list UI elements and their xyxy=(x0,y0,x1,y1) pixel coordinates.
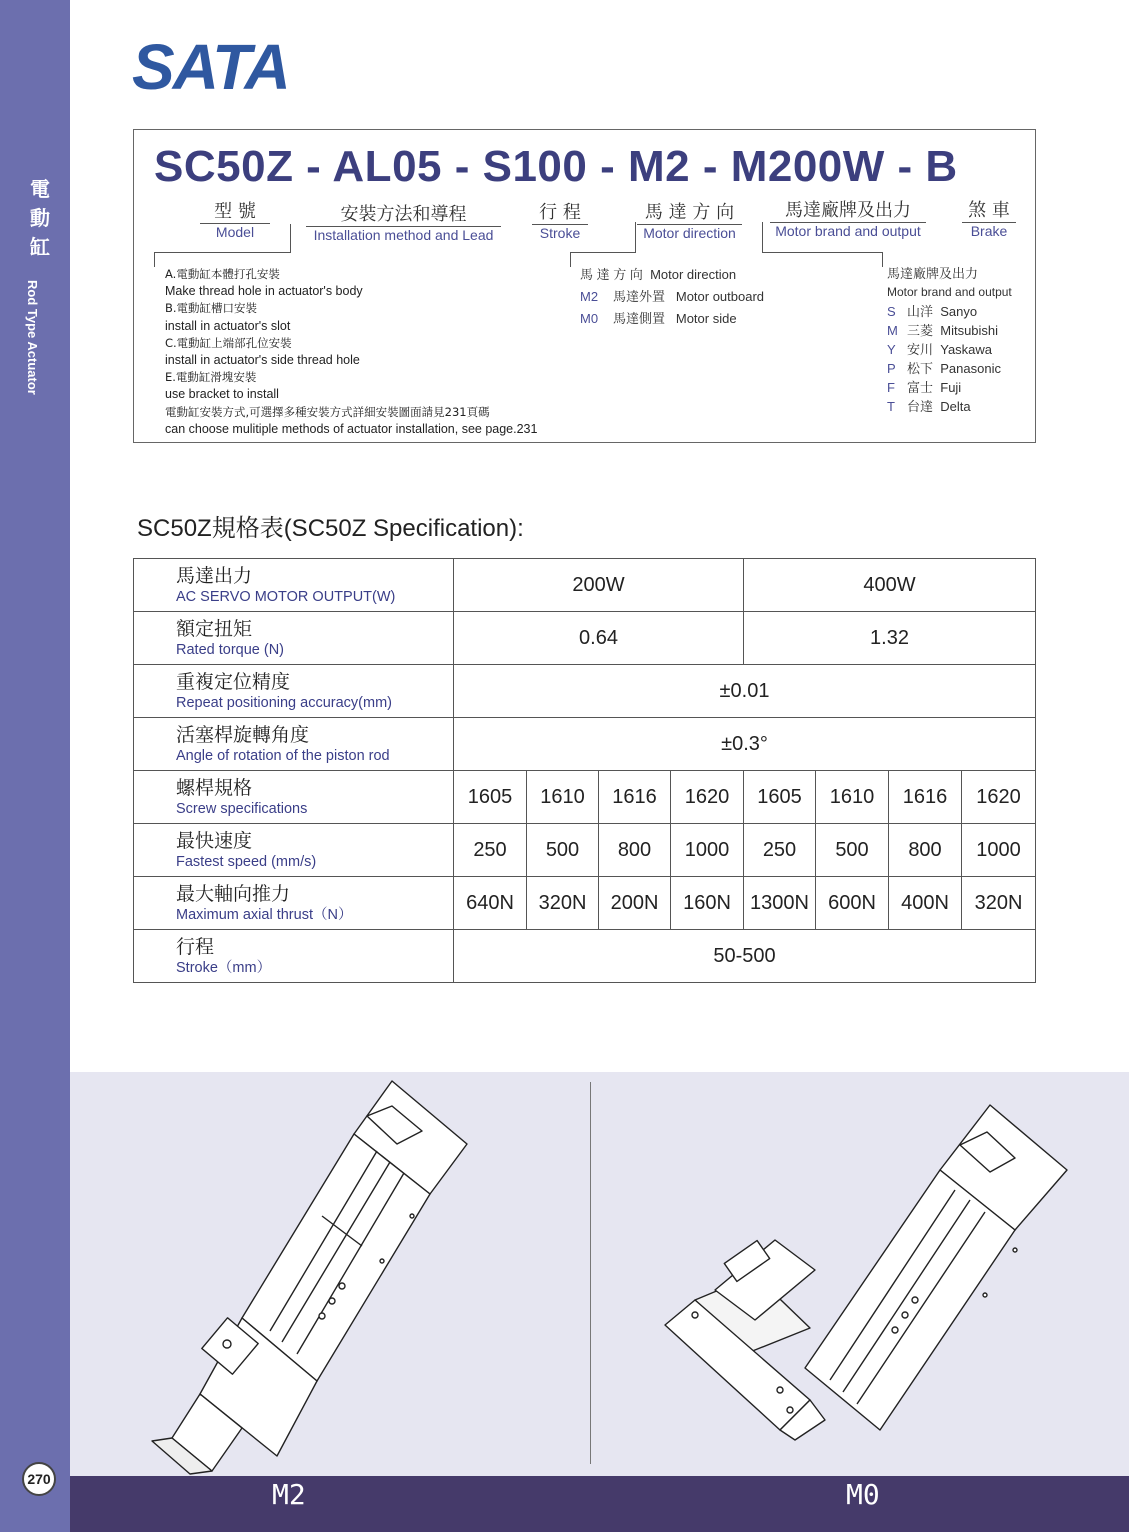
table-cell: 1610 xyxy=(527,771,599,824)
segment-model xyxy=(200,197,270,240)
row-label: 行程 Stroke（mm） xyxy=(134,930,454,983)
table-row xyxy=(134,824,1036,877)
table-row xyxy=(134,877,1036,930)
motor-brand-options xyxy=(887,264,1012,416)
segment-cn: 型 號 xyxy=(200,197,270,224)
spec-table xyxy=(133,558,1036,983)
table-cell: 600N xyxy=(816,877,889,930)
segment-brake xyxy=(962,196,1016,239)
table-cell: 250 xyxy=(744,824,816,877)
table-cell: 1616 xyxy=(599,771,671,824)
table-cell: 50-500 xyxy=(454,930,1036,983)
bracket-brand xyxy=(762,252,883,267)
direction-option: M2 馬達外置 Motor outboard xyxy=(580,289,765,304)
table-cell: ±0.3° xyxy=(454,718,1036,771)
sidebar-category-cn xyxy=(26,175,54,262)
table-cell: 500 xyxy=(816,824,889,877)
bracket-direction-stem xyxy=(635,222,636,253)
model-code-box xyxy=(133,129,1036,443)
sidebar-char: 電 xyxy=(30,177,50,201)
sidebar-char: 動 xyxy=(30,206,50,230)
note-cn: B.電動缸槽口安裝 xyxy=(165,301,258,316)
table-cell: 160N xyxy=(671,877,744,930)
footer-bar xyxy=(70,1476,1129,1532)
segment-en: Motor direction xyxy=(643,225,736,241)
table-row xyxy=(134,930,1036,983)
segment-motor-direction xyxy=(637,198,742,241)
segment-install xyxy=(306,200,501,243)
segment-stroke xyxy=(532,198,588,241)
direction-title-en: Motor direction xyxy=(650,267,737,282)
row-label: 額定扭矩 Rated torque (N) xyxy=(134,612,454,665)
table-cell: 200W xyxy=(454,559,744,612)
actuator-m2-illustration xyxy=(92,1076,472,1476)
note-cn: 電動缸安裝方式,可選擇多種安裝方式詳細安裝圖面請見231頁碼 xyxy=(165,404,490,419)
table-cell: 1610 xyxy=(816,771,889,824)
install-notes xyxy=(165,266,537,438)
note-en: install in actuator's side thread hole xyxy=(165,353,360,368)
brand-title-en: Motor brand and output xyxy=(887,285,1012,299)
brand-option: P 松下 Panasonic xyxy=(887,361,1001,376)
segment-en: Motor brand and output xyxy=(775,223,921,239)
direction-option: M0 馬達側置 Motor side xyxy=(580,311,737,326)
table-row xyxy=(134,559,1036,612)
note-en: Make thread hole in actuator's body xyxy=(165,284,363,299)
row-label: 最大軸向推力 Maximum axial thrust（N） xyxy=(134,877,454,930)
table-cell: 250 xyxy=(454,824,527,877)
note-cn: A.電動缸本體打孔安裝 xyxy=(165,267,280,281)
motor-direction-options xyxy=(580,264,764,330)
row-label: 重複定位精度 Repeat positioning accuracy(mm) xyxy=(134,665,454,718)
label-m0: M0 xyxy=(846,1478,880,1511)
table-cell: 400W xyxy=(744,559,1036,612)
table-row xyxy=(134,718,1036,771)
sidebar-category-en: Rod Type Actuator xyxy=(25,280,40,395)
table-cell: 0.64 xyxy=(454,612,744,665)
table-row xyxy=(134,612,1036,665)
segment-cn: 行 程 xyxy=(532,198,588,225)
table-cell: 800 xyxy=(599,824,671,877)
illustration-divider xyxy=(590,1082,591,1464)
brand-option: S 山洋 Sanyo xyxy=(887,304,978,319)
bracket-brand-stem xyxy=(762,222,763,253)
table-cell: ±0.01 xyxy=(454,665,1036,718)
segment-en: Brake xyxy=(970,223,1008,239)
note-en: use bracket to install xyxy=(165,387,279,402)
row-label: 螺桿規格 Screw specifications xyxy=(134,771,454,824)
table-row xyxy=(134,665,1036,718)
segment-cn: 馬達廠牌及出力 xyxy=(770,196,926,223)
sidebar-char: 缸 xyxy=(30,235,50,259)
table-cell: 400N xyxy=(889,877,962,930)
table-cell: 800 xyxy=(889,824,962,877)
bracket-install xyxy=(154,252,290,267)
brand-option: Y 安川 Yaskawa xyxy=(887,342,993,357)
table-cell: 1620 xyxy=(962,771,1036,824)
table-cell: 1000 xyxy=(962,824,1036,877)
table-cell: 1000 xyxy=(671,824,744,877)
row-label: 馬達出力 AC SERVO MOTOR OUTPUT(W) xyxy=(134,559,454,612)
spec-title: SC50Z規格表(SC50Z Specification): xyxy=(137,515,524,542)
actuator-m0-illustration xyxy=(655,1100,1075,1445)
segment-cn: 安裝方法和導程 xyxy=(306,200,501,227)
sata-logo: SATA xyxy=(132,31,289,103)
table-cell: 1620 xyxy=(671,771,744,824)
segment-cn: 馬 達 方 向 xyxy=(637,198,742,225)
table-cell: 500 xyxy=(527,824,599,877)
table-cell: 1605 xyxy=(744,771,816,824)
table-cell: 1300N xyxy=(744,877,816,930)
row-label: 最快速度 Fastest speed (mm/s) xyxy=(134,824,454,877)
segment-motor-brand xyxy=(770,196,926,239)
row-label: 活塞桿旋轉角度 Angle of rotation of the piston rod xyxy=(134,718,454,771)
table-cell: 1.32 xyxy=(744,612,1036,665)
model-code: SC50Z - AL05 - S100 - M2 - M200W - B xyxy=(154,142,958,191)
table-cell: 1605 xyxy=(454,771,527,824)
note-cn: C.電動缸上端部孔位安裝 xyxy=(165,335,292,350)
table-cell: 640N xyxy=(454,877,527,930)
table-cell: 200N xyxy=(599,877,671,930)
table-cell: 320N xyxy=(962,877,1036,930)
brand-option: M 三菱 Mitsubishi xyxy=(887,323,999,338)
page-number: 270 xyxy=(22,1462,56,1496)
segment-en: Stroke xyxy=(539,225,581,241)
bracket-install-stem xyxy=(290,224,291,253)
note-cn: E.電動缸滑塊安裝 xyxy=(165,370,257,385)
brand-option: F 富士 Fuji xyxy=(887,380,962,395)
brand-option: T 台達 Delta xyxy=(887,399,971,414)
segment-en: Installation method and Lead xyxy=(313,227,494,243)
segment-en: Model xyxy=(215,224,255,240)
direction-title-cn: 馬 達 方 向 xyxy=(580,267,643,282)
table-cell: 1616 xyxy=(889,771,962,824)
note-en: install in actuator's slot xyxy=(165,318,291,333)
note-en: can choose mulitiple methods of actuator installation, see page.231 xyxy=(165,421,538,436)
brand-title-cn: 馬達廠牌及出力 xyxy=(887,266,979,281)
table-row xyxy=(134,771,1036,824)
segment-cn: 煞 車 xyxy=(962,196,1016,223)
table-cell: 320N xyxy=(527,877,599,930)
label-m2: M2 xyxy=(272,1478,306,1511)
